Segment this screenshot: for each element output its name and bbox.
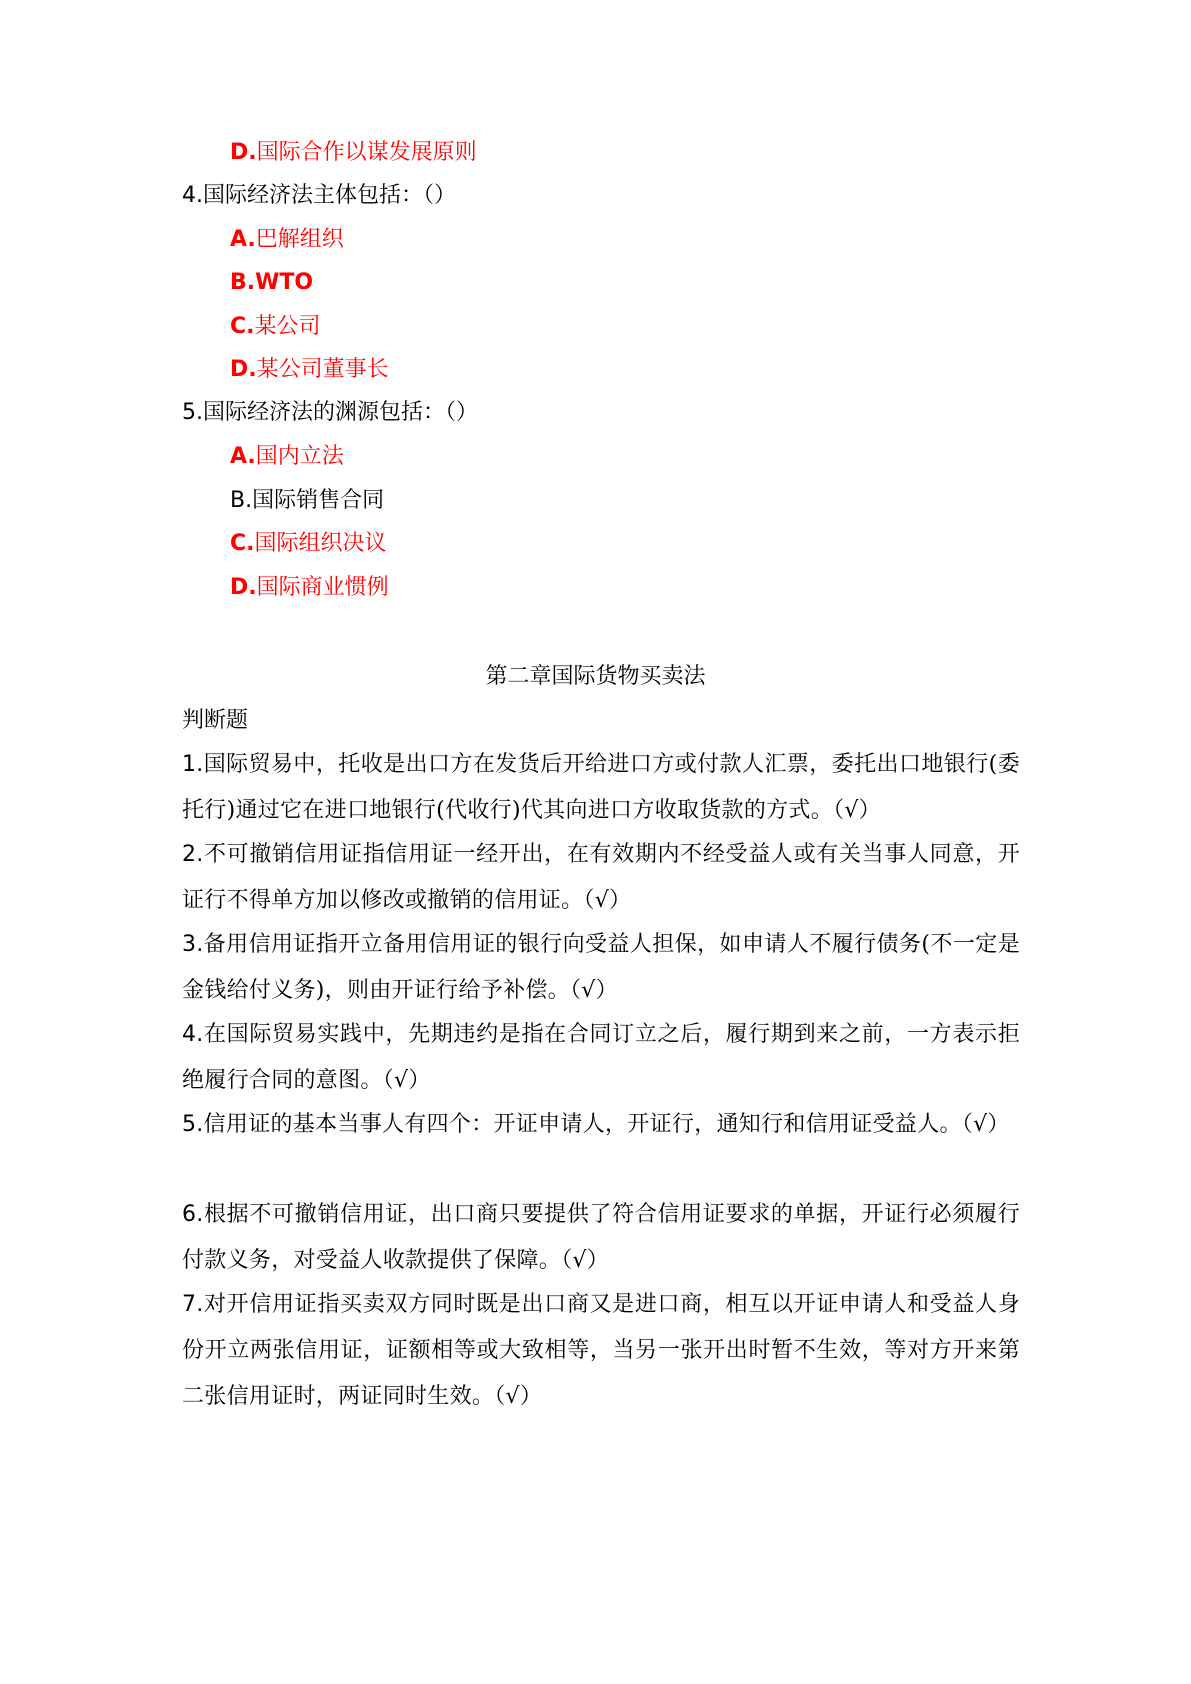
option-text: 巴解组织 xyxy=(255,227,344,252)
option-text: 国际合作以谋发展原则 xyxy=(256,140,477,165)
tf-item-5 xyxy=(182,1102,1020,1148)
tf-item-1 xyxy=(182,742,1020,834)
section-heading: 判断题 xyxy=(182,708,249,733)
q4-option-c xyxy=(0,312,1191,342)
option-text: 国际商业惯例 xyxy=(256,575,389,600)
item-text: 备用信用证指开立备用信用证的银行向受益人担保，如申请人不履行债务(不一定是金钱给付义务)，则由开证行给予补偿。（√） xyxy=(182,932,1020,1003)
q4-option-d xyxy=(0,355,1191,385)
item-number: 3. xyxy=(182,932,204,957)
tf-item-2 xyxy=(182,832,1020,924)
item-text: 信用证的基本当事人有四个：开证申请人，开证行，通知行和信用证受益人。（√） xyxy=(203,1112,1010,1137)
option-letter: B. xyxy=(230,270,256,295)
q3-option-d xyxy=(0,138,1191,168)
option-letter: A. xyxy=(230,227,256,252)
option-letter: D. xyxy=(230,357,257,382)
q4-option-b xyxy=(0,268,1191,298)
item-number: 5. xyxy=(182,1112,204,1137)
option-letter: C. xyxy=(230,314,255,339)
q5-option-c xyxy=(0,529,1191,559)
tf-item-3 xyxy=(182,922,1020,1014)
item-number: 6. xyxy=(182,1202,204,1227)
item-number: 4. xyxy=(182,1022,204,1047)
item-text: 对开信用证指买卖双方同时既是出口商又是进口商，相互以开证申请人和受益人身份开立两张信用证，证额相等或大致相等，当另一张开出时暂不生效，等对方开来第二张信用证时，两证同时生效。（√） xyxy=(182,1292,1020,1409)
question-text: 国际经济法的渊源包括：（） xyxy=(203,400,479,425)
option-text: 国际销售合同 xyxy=(252,488,385,513)
option-text: 某公司 xyxy=(254,314,321,339)
question-number: 5. xyxy=(182,400,203,425)
tf-item-7 xyxy=(182,1282,1020,1420)
q5-option-a xyxy=(0,442,1191,472)
option-text: 某公司董事长 xyxy=(256,357,389,382)
tf-item-4 xyxy=(182,1012,1020,1104)
item-text: 不可撤销信用证指信用证一经开出，在有效期内不经受益人或有关当事人同意，开证行不得单方加以修改或撤销的信用证。（√） xyxy=(182,842,1020,913)
option-text: WTO xyxy=(255,270,314,295)
item-text: 根据不可撤销信用证，出口商只要提供了符合信用证要求的单据，开证行必须履行付款义务，对受益人收款提供了保障。（√） xyxy=(182,1202,1020,1273)
option-letter: C. xyxy=(230,531,255,556)
item-number: 7. xyxy=(182,1292,204,1317)
option-letter: D. xyxy=(230,140,257,165)
tf-item-6 xyxy=(182,1192,1020,1284)
item-number: 2. xyxy=(182,842,204,867)
question-5-stem xyxy=(0,398,1191,428)
chapter-title: 第二章国际货物买卖法 xyxy=(485,664,706,689)
q5-option-d xyxy=(0,573,1191,603)
option-text: 国际组织决议 xyxy=(254,531,387,556)
item-text: 国际贸易中，托收是出口方在发货后开给进口方或付款人汇票，委托出口地银行(委托行)通过它在进口地银行(代收行)代其向进口方收取货款的方式。（√） xyxy=(182,752,1020,823)
option-letter: A. xyxy=(230,444,256,469)
question-number: 4. xyxy=(182,183,203,208)
option-text: 国内立法 xyxy=(255,444,344,469)
question-4-stem xyxy=(0,181,1191,211)
item-text: 在国际贸易实践中，先期违约是指在合同订立之后，履行期到来之前，一方表示拒绝履行合同的意图。（√） xyxy=(182,1022,1020,1093)
q5-option-b xyxy=(0,486,1191,516)
option-letter: B. xyxy=(230,488,253,513)
item-number: 1. xyxy=(182,752,204,777)
question-text: 国际经济法主体包括：（） xyxy=(203,183,457,208)
q4-option-a xyxy=(0,225,1191,255)
option-letter: D. xyxy=(230,575,257,600)
